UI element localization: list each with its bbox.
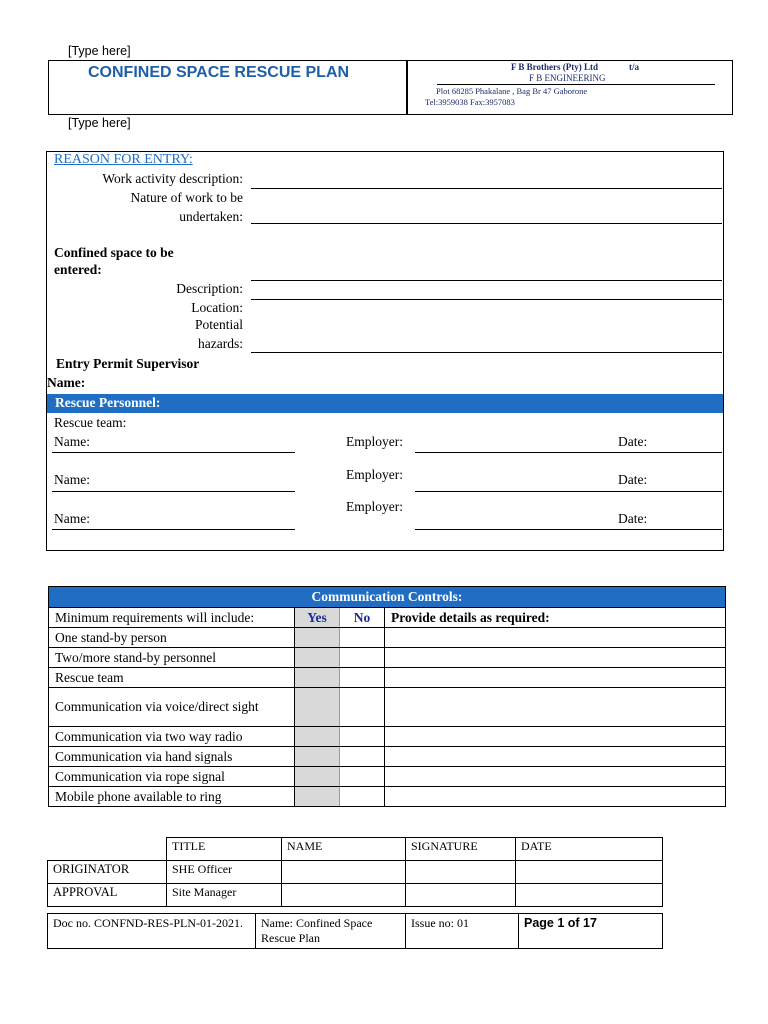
rescue-date-label-3: Date: bbox=[618, 511, 648, 526]
company-address: Plot 68285 Phakalane , Bag Br 47 Gaborone bbox=[436, 86, 588, 96]
table-row bbox=[49, 787, 726, 807]
signoff-title: Site Manager bbox=[167, 884, 282, 907]
rescue-employer-label-2: Employer: bbox=[346, 467, 403, 482]
rescue-name-line-2[interactable] bbox=[52, 491, 295, 492]
requirement-label: Communication via two way radio bbox=[49, 727, 295, 747]
confined-space-label-2: entered: bbox=[54, 262, 102, 277]
no-cell[interactable] bbox=[340, 628, 385, 648]
footer-row bbox=[48, 914, 663, 949]
footer-page-number: Page 1 of 17 bbox=[519, 914, 663, 949]
no-cell[interactable] bbox=[340, 648, 385, 668]
header-divider bbox=[406, 61, 408, 114]
type-here-top: [Type here] bbox=[68, 44, 131, 58]
table-row bbox=[49, 747, 726, 767]
requirement-label: Communication via hand signals bbox=[49, 747, 295, 767]
potential-hazards-label-1: Potential bbox=[195, 317, 243, 332]
signoff-header-row bbox=[48, 838, 663, 861]
table-row bbox=[49, 688, 726, 727]
location-label: Location: bbox=[191, 300, 243, 315]
description-line[interactable] bbox=[251, 299, 722, 300]
rescue-employer-line-3[interactable] bbox=[415, 529, 722, 530]
yes-cell[interactable] bbox=[295, 688, 340, 727]
requirement-label: Communication via rope signal bbox=[49, 767, 295, 787]
details-cell[interactable] bbox=[385, 668, 726, 688]
requirement-label: Mobile phone available to ring bbox=[49, 787, 295, 807]
yes-cell[interactable] bbox=[295, 727, 340, 747]
company-name: F B Brothers (Pty) Ltd bbox=[511, 62, 598, 72]
nature-label-1: Nature of work to be bbox=[130, 190, 243, 205]
rescue-team-label: Rescue team: bbox=[54, 415, 127, 430]
nature-label-2: undertaken: bbox=[179, 209, 243, 224]
details-cell[interactable] bbox=[385, 787, 726, 807]
signoff-col-signature: SIGNATURE bbox=[406, 838, 516, 861]
confined-space-label-1: Confined space to be bbox=[54, 245, 174, 260]
hazards-line[interactable] bbox=[251, 352, 722, 353]
signoff-table bbox=[47, 837, 663, 907]
details-cell[interactable] bbox=[385, 648, 726, 668]
signoff-col-name: NAME bbox=[282, 838, 406, 861]
details-cell[interactable] bbox=[385, 747, 726, 767]
signoff-col-date: DATE bbox=[516, 838, 663, 861]
rescue-name-line-1[interactable] bbox=[52, 452, 295, 453]
communication-heading: Communication Controls: bbox=[49, 587, 726, 608]
document-title: CONFINED SPACE RESCUE PLAN bbox=[88, 64, 350, 81]
yes-cell[interactable] bbox=[295, 767, 340, 787]
signoff-role: APPROVAL bbox=[48, 884, 167, 907]
details-cell[interactable] bbox=[385, 727, 726, 747]
rescue-date-label-2: Date: bbox=[618, 472, 648, 487]
details-cell[interactable] bbox=[385, 688, 726, 727]
signoff-col-title: TITLE bbox=[167, 838, 282, 861]
supervisor-name-label: Name: bbox=[47, 375, 86, 390]
signoff-date-cell[interactable] bbox=[516, 861, 663, 884]
yes-cell[interactable] bbox=[295, 787, 340, 807]
requirement-label: Rescue team bbox=[49, 668, 295, 688]
rescue-personnel-bar bbox=[47, 394, 723, 413]
table-row bbox=[49, 668, 726, 688]
rescue-name-label-1: Name: bbox=[54, 434, 90, 449]
footer-table bbox=[47, 913, 663, 949]
yes-cell[interactable] bbox=[295, 668, 340, 688]
description-label: Description: bbox=[176, 281, 243, 296]
yes-cell[interactable] bbox=[295, 747, 340, 767]
footer-doc-no: Doc no. CONFND-RES-PLN-01-2021. bbox=[48, 914, 256, 949]
yes-cell[interactable] bbox=[295, 648, 340, 668]
rescue-employer-label-3: Employer: bbox=[346, 499, 403, 514]
col-no: No bbox=[340, 608, 385, 628]
yes-cell[interactable] bbox=[295, 628, 340, 648]
col-details: Provide details as required: bbox=[385, 608, 726, 628]
work-activity-label: Work activity description: bbox=[102, 171, 243, 186]
table-row bbox=[49, 648, 726, 668]
type-here-bottom: [Type here] bbox=[68, 116, 131, 130]
signoff-corner bbox=[48, 838, 167, 861]
potential-hazards-label-2: hazards: bbox=[198, 336, 243, 351]
reason-heading: REASON FOR ENTRY: bbox=[54, 152, 193, 167]
signoff-row-approval bbox=[48, 884, 663, 907]
supervisor-label: Entry Permit Supervisor bbox=[56, 356, 200, 371]
company-engineering: F B ENGINEERING bbox=[529, 73, 606, 83]
rescue-employer-line-1[interactable] bbox=[415, 452, 722, 453]
rescue-employer-line-2[interactable] bbox=[415, 491, 722, 492]
table-row bbox=[49, 767, 726, 787]
table-row bbox=[49, 727, 726, 747]
footer-doc-name: Name: Confined Space Rescue Plan bbox=[256, 914, 406, 949]
no-cell[interactable] bbox=[340, 668, 385, 688]
no-cell[interactable] bbox=[340, 787, 385, 807]
details-cell[interactable] bbox=[385, 628, 726, 648]
no-cell[interactable] bbox=[340, 767, 385, 787]
details-cell[interactable] bbox=[385, 767, 726, 787]
rescue-personnel-heading: Rescue Personnel: bbox=[55, 395, 161, 410]
rescue-name-line-3[interactable] bbox=[52, 529, 295, 530]
requirement-label: Two/more stand-by personnel bbox=[49, 648, 295, 668]
requirement-label: One stand-by person bbox=[49, 628, 295, 648]
rescue-name-label-3: Name: bbox=[54, 511, 90, 526]
rescue-employer-label-1: Employer: bbox=[346, 434, 403, 449]
signoff-signature-cell[interactable] bbox=[406, 861, 516, 884]
col-requirements: Minimum requirements will include: bbox=[49, 608, 295, 628]
signoff-row-originator bbox=[48, 861, 663, 884]
signoff-signature-cell[interactable] bbox=[406, 884, 516, 907]
requirement-label: Communication via voice/direct sight bbox=[49, 688, 295, 727]
no-cell[interactable] bbox=[340, 688, 385, 727]
company-tel: Tel:3959038 Fax:3957083 bbox=[425, 97, 515, 107]
rescue-name-label-2: Name: bbox=[54, 472, 90, 487]
no-cell[interactable] bbox=[340, 747, 385, 767]
signoff-role: ORIGINATOR bbox=[48, 861, 167, 884]
signoff-name-cell[interactable] bbox=[282, 861, 406, 884]
footer-issue-no: Issue no: 01 bbox=[406, 914, 519, 949]
no-cell[interactable] bbox=[340, 727, 385, 747]
communication-column-row bbox=[49, 608, 726, 628]
company-rule bbox=[437, 84, 715, 85]
work-activity-line[interactable] bbox=[251, 188, 722, 189]
communication-controls-table bbox=[48, 586, 726, 807]
signoff-date-cell[interactable] bbox=[516, 884, 663, 907]
table-row bbox=[49, 628, 726, 648]
description-top-line bbox=[251, 280, 722, 281]
signoff-title: SHE Officer bbox=[167, 861, 282, 884]
header-box bbox=[48, 60, 733, 115]
signoff-name-cell[interactable] bbox=[282, 884, 406, 907]
company-ta: t/a bbox=[629, 62, 639, 72]
communication-header-row bbox=[49, 587, 726, 608]
nature-line[interactable] bbox=[251, 223, 722, 224]
rescue-date-label-1: Date: bbox=[618, 434, 648, 449]
col-yes: Yes bbox=[295, 608, 340, 628]
